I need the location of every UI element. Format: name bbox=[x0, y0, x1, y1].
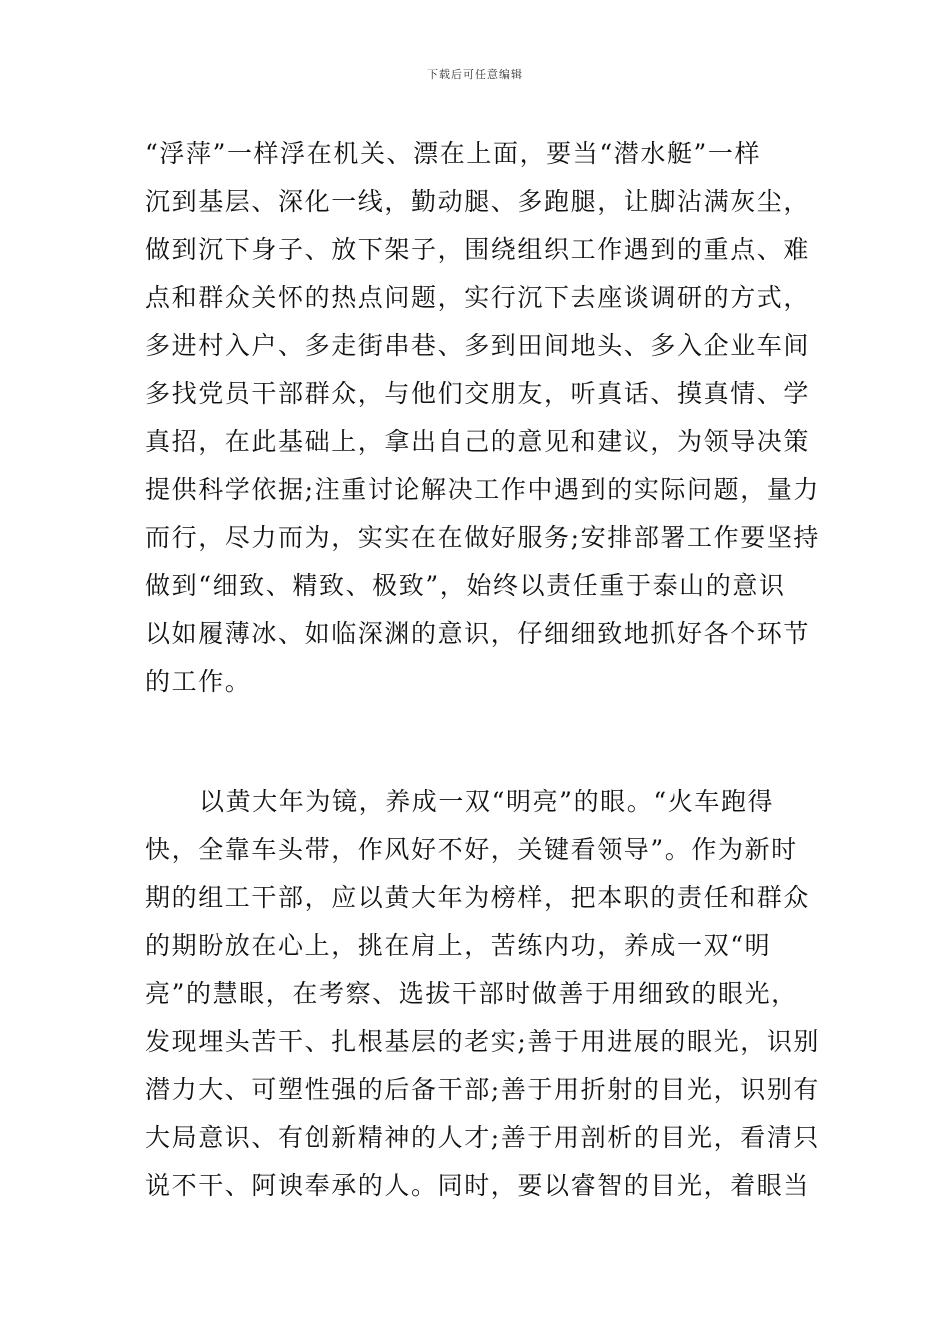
text-line: 点和群众关怀的热点问题，实行沉下去座谈调研的方式， bbox=[145, 283, 811, 312]
text-line: 而行，尽力而为，实实在在做好服务;安排部署工作要坚持 bbox=[145, 523, 821, 552]
text-line: 以如履薄冰、如临深渊的意识，仔细细致地抓好各个环节 bbox=[145, 619, 811, 648]
header-note: 下载后可任意编辑 bbox=[427, 68, 523, 81]
paragraph-1 bbox=[145, 130, 821, 706]
text-line: 发现埋头苦干、扎根基层的老实;善于用进展的眼光，识别 bbox=[145, 1027, 821, 1056]
text-line: 做到沉下身子、放下架子，围绕组织工作遇到的重点、难 bbox=[145, 235, 811, 264]
text-line: 以黄大年为镜，养成一双“明亮”的眼。“火车跑得 bbox=[199, 787, 775, 816]
text-line: 大局意识、有创新精神的人才;善于用剖析的目光，看清只 bbox=[145, 1123, 821, 1152]
text-line: 潜力大、可塑性强的后备干部;善于用折射的目光，识别有 bbox=[145, 1075, 821, 1104]
text-line: 真招，在此基础上，拿出自己的意见和建议，为领导决策 bbox=[145, 427, 811, 456]
text-line: 多找党员干部群众，与他们交朋友，听真话、摸真情、学 bbox=[145, 379, 811, 408]
text-line: 多进村入户、多走街串巷、多到田间地头、多入企业车间 bbox=[145, 331, 811, 360]
text-line: 期的组工干部，应以黄大年为榜样，把本职的责任和群众 bbox=[145, 883, 811, 912]
text-line: 的期盼放在心上，挑在肩上，苦练内功，养成一双“明 bbox=[145, 931, 772, 960]
text-line: 做到“细致、精致、极致”，始终以责任重于泰山的意识 bbox=[145, 571, 786, 600]
text-line: “浮萍”一样浮在机关、漂在上面，要当“潜水艇”一样 bbox=[145, 139, 762, 168]
text-line: 沉到基层、深化一线，勤动腿、多跑腿，让脚沾满灰尘， bbox=[145, 187, 811, 216]
text-line: 亮”的慧眼，在考察、选拔干部时做善于用细致的眼光， bbox=[145, 979, 798, 1008]
text-line: 快，全靠车头带，作风好不好，关键看领导”。作为新时 bbox=[145, 835, 798, 864]
text-line: 提供科学依据;注重讨论解决工作中遇到的实际问题，量力 bbox=[145, 475, 821, 504]
text-line: 说不干、阿谀奉承的人。同时，要以睿智的目光，着眼当 bbox=[145, 1171, 811, 1200]
text-line: 的工作。 bbox=[145, 667, 252, 696]
paragraph-2 bbox=[145, 778, 821, 1210]
